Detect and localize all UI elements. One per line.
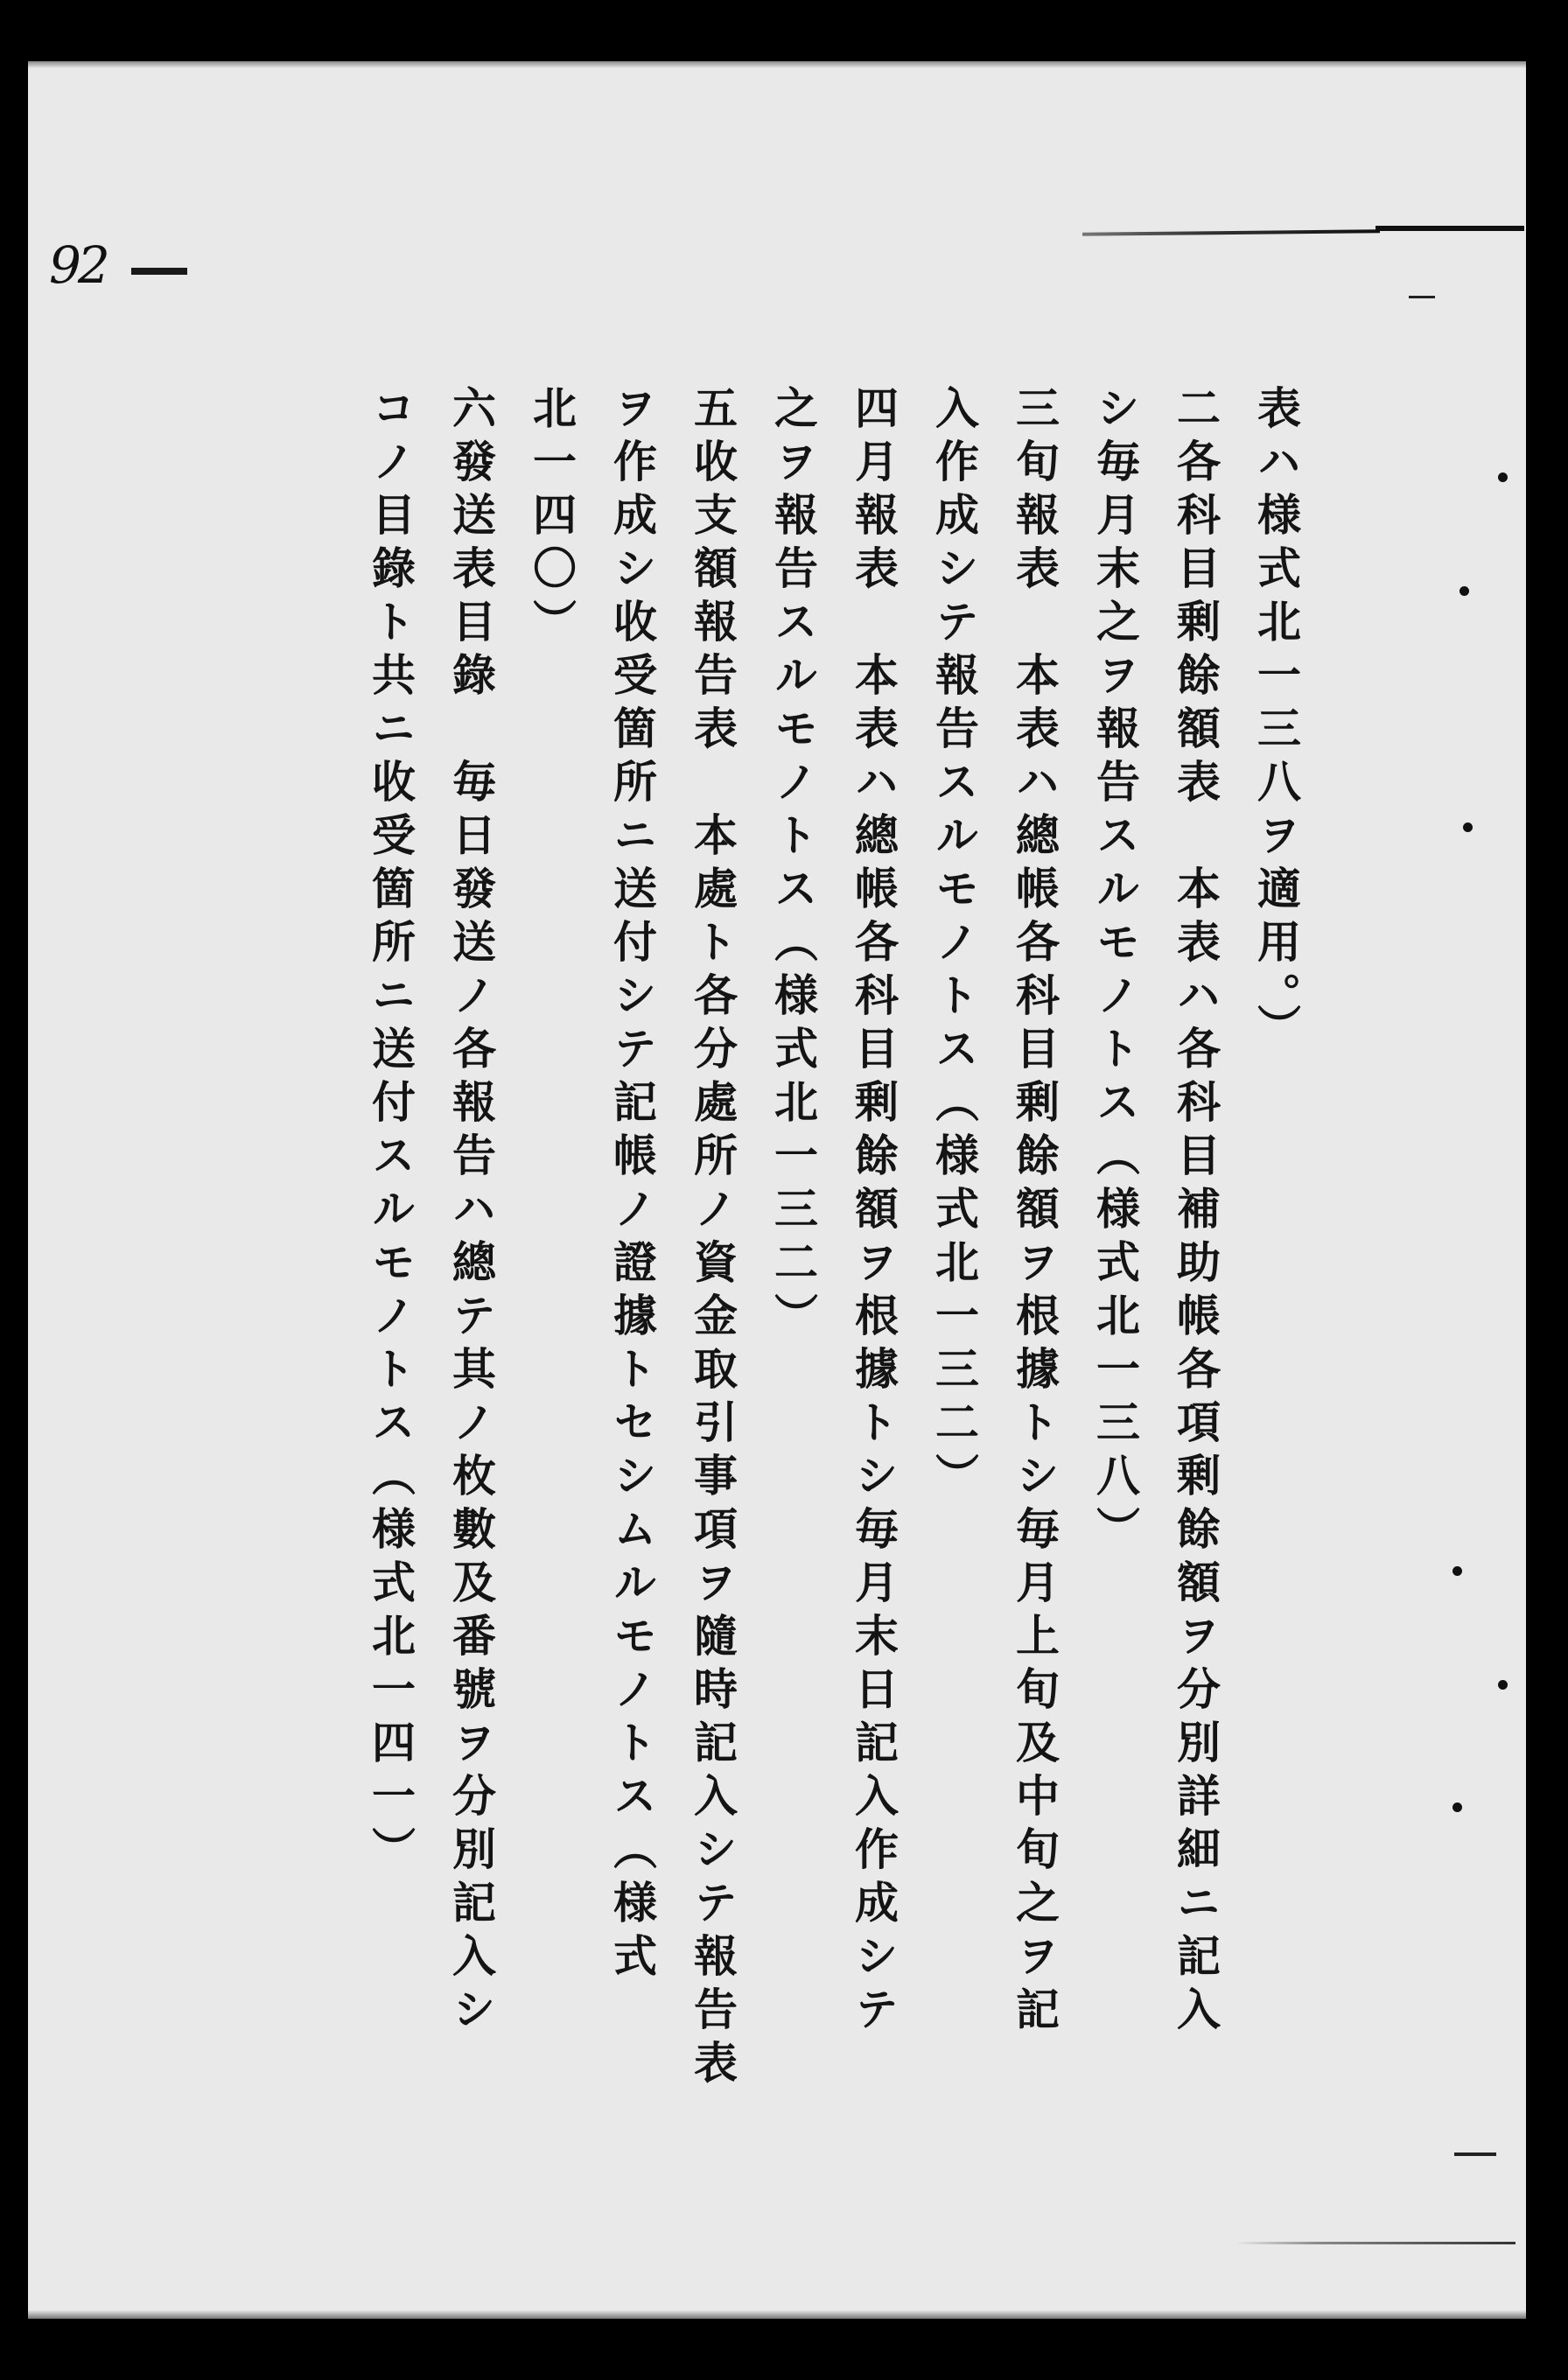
text-column: 四月報表 本表ハ總帳各科目剰餘額ヲ根據トシ毎月末日記入作成シテ [848, 385, 900, 2040]
text-column: 入作成シテ報告スルモノトス（様式北一三二） [928, 385, 980, 1506]
footer-mark [1454, 2152, 1496, 2156]
text-column: シ毎月末之ヲ報告スルモノトス（様式北一三八） [1089, 385, 1141, 1559]
text-column: 表ハ様式北一三八ヲ適用。） [1250, 385, 1302, 1057]
text-column: ヲ作成シ收受箇所ニ送付シテ記帳ノ證據トセシムルモノトス（様式 [606, 385, 658, 1986]
ink-speck [1452, 1566, 1462, 1576]
footer-rule [1236, 2242, 1516, 2244]
ink-speck [1452, 1802, 1462, 1812]
page-bottom-edge [28, 2310, 1526, 2319]
page-number: 92 [49, 235, 107, 295]
text-column: 五收支額報告表 本處ト各分處所ノ資金取引事項ヲ隨時記入シテ報告表 [687, 385, 738, 2093]
text-column: 二各科目剰餘額表 本表ハ各科目補助帳各項剰餘額ヲ分別詳細ニ記入 [1170, 385, 1222, 2040]
page-number-mark [131, 268, 187, 275]
ink-speck [1498, 1680, 1508, 1690]
ink-speck [1463, 822, 1473, 832]
document-page [28, 61, 1526, 2319]
text-column: 北一四〇） [526, 385, 578, 652]
vertical-text-block [366, 385, 1300, 2118]
ink-speck [1498, 472, 1508, 482]
text-column: 六發送表目錄 毎日發送ノ各報告ハ總テ其ノ枚數及番號ヲ分別記入シ [445, 385, 497, 2040]
text-column: コノ目錄ト共ニ收受箇所ニ送付スルモノトス（様式北一四一） [365, 385, 416, 1880]
header-rule [1082, 229, 1380, 236]
ink-speck [1460, 586, 1469, 596]
header-rule-small [1409, 296, 1435, 298]
header-rule-end [1376, 226, 1524, 231]
text-column: 之ヲ報告スルモノトス（様式北一三二） [767, 385, 819, 1346]
text-column: 三旬報表 本表ハ總帳各科目剰餘額ヲ根據トシ毎月上旬及中旬之ヲ記 [1009, 385, 1060, 2040]
page-top-edge [28, 61, 1526, 68]
